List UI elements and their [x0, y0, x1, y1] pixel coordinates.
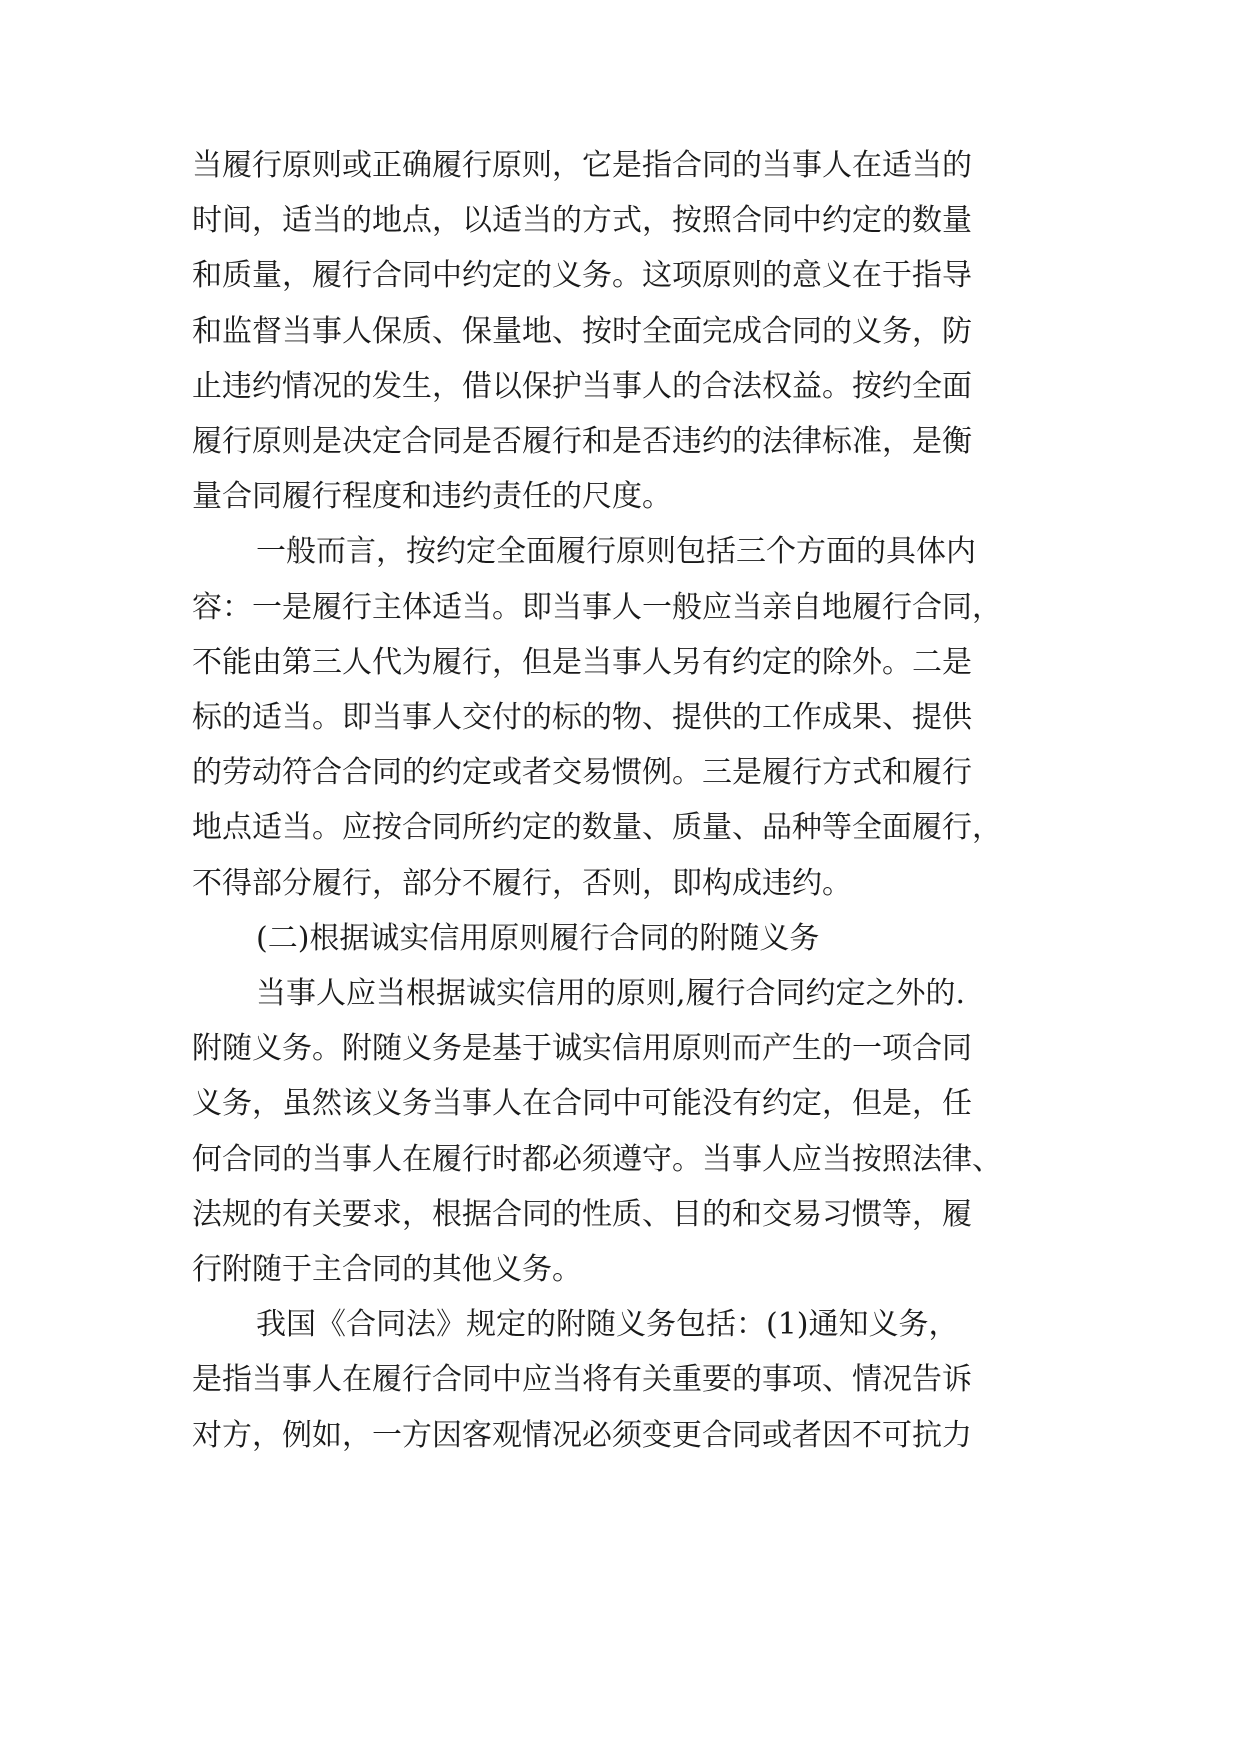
paragraph-first-line: 一般而言，按约定全面履行原则包括三个方面的具体内 — [256, 534, 976, 569]
text-line: 对方，例如，一方因客观情况必须变更合同或者因不可抗力 — [192, 1418, 972, 1453]
paragraph-first-line: 当事人应当根据诚实信用的原则,履行合同约定之外的. — [256, 976, 966, 1011]
text-line: 容：一是履行主体适当。即当事人一般应当亲自地履行合同， — [192, 590, 1002, 625]
text-line: 是指当事人在履行合同中应当将有关重要的事项、情况告诉 — [192, 1362, 972, 1397]
text-line: 不得部分履行，部分不履行，否则，即构成违约。 — [192, 866, 852, 901]
text-line: 标的适当。即当事人交付的标的物、提供的工作成果、提供 — [192, 700, 972, 735]
text-line: 义务，虽然该义务当事人在合同中可能没有约定，但是，任 — [192, 1086, 972, 1121]
text-line: 的劳动符合合同的约定或者交易惯例。三是履行方式和履行 — [192, 755, 972, 790]
text-line: 地点适当。应按合同所约定的数量、质量、品种等全面履行， — [192, 810, 1002, 845]
text-line: 不能由第三人代为履行，但是当事人另有约定的除外。二是 — [192, 645, 972, 680]
text-line: 附随义务。附随义务是基于诚实信用原则而产生的一项合同 — [192, 1031, 972, 1066]
section-heading: (二)根据诚实信用原则履行合同的附随义务 — [256, 921, 820, 956]
text-line: 何合同的当事人在履行时都必须遵守。当事人应当按照法律、 — [192, 1142, 1002, 1177]
text-line: 止违约情况的发生，借以保护当事人的合法权益。按约全面 — [192, 369, 972, 404]
text-line: 和监督当事人保质、保量地、按时全面完成合同的义务，防 — [192, 314, 972, 349]
paragraph-first-line: 我国《合同法》规定的附随义务包括：(1)通知义务， — [256, 1307, 959, 1342]
text-line: 法规的有关要求，根据合同的性质、目的和交易习惯等，履 — [192, 1197, 972, 1232]
text-line: 当履行原则或正确履行原则，它是指合同的当事人在适当的 — [192, 148, 972, 183]
text-line: 量合同履行程度和违约责任的尺度。 — [192, 479, 672, 514]
text-line: 和质量，履行合同中约定的义务。这项原则的意义在于指导 — [192, 258, 972, 293]
text-line: 行附随于主合同的其他义务。 — [192, 1252, 582, 1287]
text-line: 履行原则是决定合同是否履行和是否违约的法律标准，是衡 — [192, 424, 972, 459]
text-line: 时间，适当的地点，以适当的方式，按照合同中约定的数量 — [192, 203, 972, 238]
